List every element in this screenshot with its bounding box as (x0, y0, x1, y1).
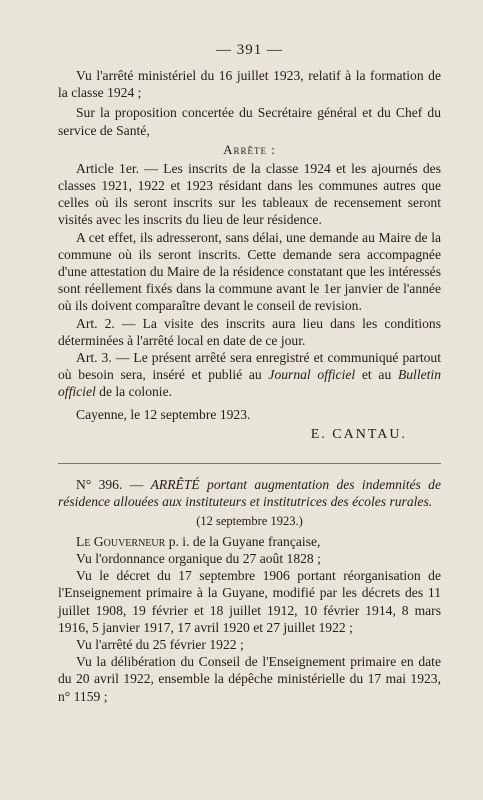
gouverneur-line (58, 533, 441, 550)
paragraph-sur-la-proposition: Sur la proposition concertée du Secrétaire général et du Chef du service de Santé, (58, 105, 441, 138)
vu-arrete: Vu l'arrêté du 25 février 1922 ; (76, 637, 244, 653)
paragraph-vu-arrete-ministeriel: Vu l'arrêté ministériel du 16 juillet 1923, relatif à la formation de la classe 1924 ; (58, 68, 441, 101)
signature-date: Cayenne, le 12 septembre 1923. (76, 406, 251, 422)
bulletin-officiel-title: Bulletin officiel (58, 367, 441, 400)
article-3-text: Art. 3. — Le présent arrêté sera enregistré et communiqué partout où besoin sera, inséré et publié au (58, 350, 441, 383)
article-2: Art. 2. — La visite des inscrits aura lieu dans les conditions déterminées à l'arrêté local en date de ce jour. (58, 315, 441, 348)
vu-ordonnance: Vu l'ordonnance organique du 27 août 1828 ; (76, 551, 321, 567)
vu-deliberation: Vu la délibération du Conseil de l'Enseignement primaire en date du 20 avril 1922, ensemble la dépêche ministérielle du 17 mai 1923, n° 1159 ; (58, 654, 441, 704)
decree-title (58, 476, 441, 510)
gouverneur-rest: p. i. de la Guyane française, (165, 533, 321, 549)
arrete-heading: Arrête : (223, 141, 276, 157)
article-1-continued: A cet effet, ils adresseront, sans délai, une demande au Maire de la commune où ils seront inscrits. Cette demande sera accompagnée d'une attestation du Maire de la résidence constatant que les intéressés sont réellement fixés dans la commune avant le 1er janvier de l'année où ils doivent comparaître devant le conseil de revision. (58, 229, 441, 314)
vu-decret: Vu le décret du 17 septembre 1906 portant réorganisation de l'Enseignement primaire à la Guyane, modifié par les décrets des 11 juillet 1908, 19 février et 18 juillet 1912, 10 février 1914, 8 mars 1916, 5 janvier 1917, 17 avril 1920 et 27 juillet 1922 ; (58, 568, 441, 635)
decree-title-text: ARRÊTÉ portant augmentation des indemnités de résidence allouées aux instituteurs et institutrices des écoles rurales. (58, 476, 441, 509)
decree-date: (12 septembre 1923.) (196, 513, 303, 528)
gouverneur-label: Le Gouverneur (76, 533, 166, 549)
article-1: Article 1er. — Les inscrits de la classe 1924 et les ajournés des classes 1921, 1922 et 1923 résidant dans les communes autres que celles où ils seront inscrits sur les tableaux de recensement seront visités avec les inscrits du lieu de leur résidence. (58, 160, 441, 228)
article-3 (58, 349, 441, 401)
signature: E. CANTAU. (310, 426, 407, 442)
journal-officiel-title: Journal officiel (268, 367, 356, 383)
article-3-text-mid: et au (355, 367, 398, 383)
decree-number: N° 396. — (76, 476, 151, 492)
page-number: — 391 — (216, 42, 283, 58)
article-3-text-end: de la colonie. (95, 384, 172, 400)
section-divider (58, 463, 441, 464)
